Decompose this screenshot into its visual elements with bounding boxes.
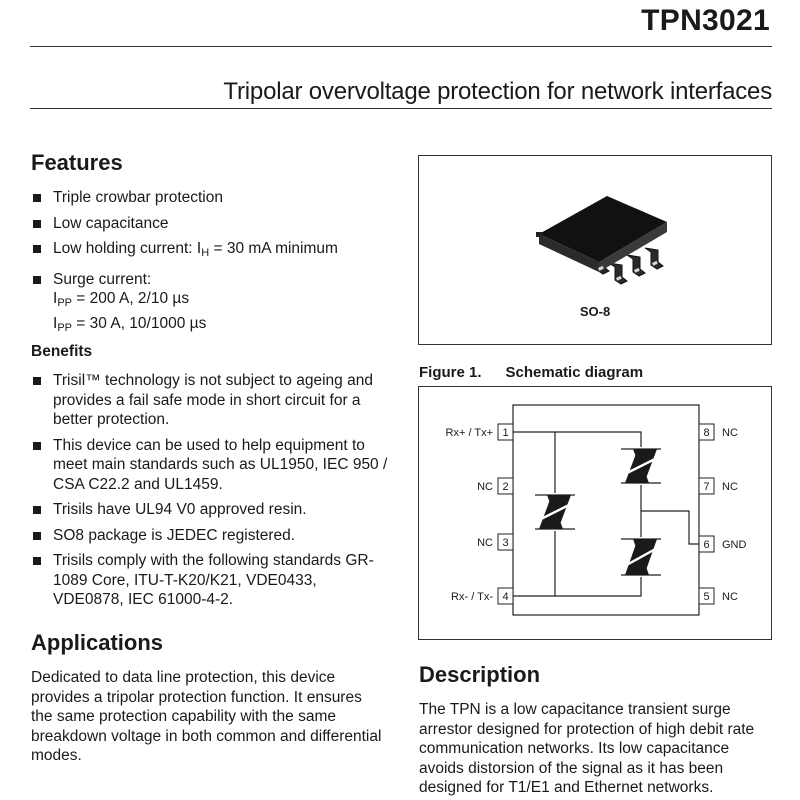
pin-label: NC [722, 481, 738, 493]
trisil-symbol-left [535, 495, 575, 529]
surge-value: = 200 A, 2/10 µs [72, 290, 190, 307]
package-box [418, 155, 772, 345]
part-number: TPN3021 [641, 4, 770, 37]
subscript: PP [57, 321, 72, 334]
feature-text: Surge current: [53, 270, 152, 288]
features-heading: Features [31, 150, 123, 175]
benefit-text: Trisils comply with the following standards GR-1089 Core, ITU-T-K20/K21, VDE0433, VDE0878, IEC 61000-4-2. [53, 552, 374, 608]
description-heading: Description [419, 662, 541, 687]
symbol: I [53, 290, 58, 307]
trisil-symbol-bottom [621, 539, 661, 575]
symbol: I [53, 314, 58, 332]
lead-pin [645, 248, 663, 269]
feature-item [31, 188, 401, 208]
lead-pin [609, 263, 627, 284]
pin-label: NC [722, 427, 738, 439]
benefits-list [31, 371, 391, 616]
feature-text: Triple crowbar protection [53, 189, 223, 206]
pin-label: Rx+ / Tx+ [445, 427, 493, 439]
trisil-symbol-top [621, 449, 661, 483]
features-list [31, 188, 401, 344]
feature-item [31, 239, 401, 264]
schematic-box [418, 386, 772, 640]
pin-number: 6 [703, 539, 710, 551]
package-label: SO-8 [579, 304, 611, 319]
subscript: H [201, 247, 210, 259]
lead-pin [627, 255, 645, 276]
pin-label: Rx- / Tx- [451, 591, 493, 603]
schematic-diagram [419, 387, 771, 639]
feature-text: Low holding current: I [53, 240, 202, 257]
figure-caption [419, 364, 643, 381]
figure-title: Schematic diagram [505, 364, 644, 381]
benefit-item [31, 371, 391, 430]
subtitle-rule [30, 108, 772, 109]
pin-number: 2 [502, 481, 509, 493]
surge-line [53, 314, 401, 339]
applications-heading: Applications [31, 630, 164, 655]
pin-label: GND [722, 539, 747, 551]
so8-package-illustration [419, 156, 771, 344]
benefit-text: This device can be used to help equipment to meet main standards such as UL1950, IEC 950 / CSA C22.2 and UL1459. [53, 436, 388, 493]
pin-number: 7 [703, 481, 710, 493]
feature-text: Low capacitance [53, 214, 169, 232]
pin-label: NC [477, 481, 493, 493]
pin-number: 3 [502, 537, 509, 549]
header-rule [30, 46, 772, 47]
applications-text: Dedicated to data line protection, this device provides a tripolar protection function. It ensures the same protection capability with the same breakdown voltage in both common and differential modes. [31, 669, 382, 764]
pin-number: 8 [703, 427, 710, 439]
figure-number: Figure 1. [419, 364, 482, 381]
pin-number: 1 [502, 427, 509, 439]
pin-number: 5 [703, 591, 710, 603]
document-subtitle: Tripolar overvoltage protection for network interfaces [223, 78, 772, 105]
feature-text: = 30 mA minimum [209, 240, 338, 257]
benefit-item [31, 526, 391, 546]
surge-line [53, 289, 401, 314]
ic-outline [513, 405, 699, 615]
pin-number: 4 [502, 591, 509, 603]
pin-label: NC [477, 537, 493, 549]
surge-value: = 30 A, 10/1000 µs [72, 314, 207, 332]
feature-item [31, 270, 401, 339]
benefit-item [31, 500, 391, 520]
benefit-text: Trisil™ technology is not subject to ageing and provides a fail safe mode in short circuit for a better protection. [53, 372, 373, 428]
benefit-text: Trisils have UL94 V0 approved resin. [53, 501, 307, 518]
benefit-item [31, 551, 391, 610]
pin-label: NC [722, 591, 738, 603]
description-text: The TPN is a low capacitance transient surge arrestor designed for protection of high debit rate communication networks. Its low capacitance avoids distorsion of the signal as it has been designed for T1/E1 and Ethernet networks. [419, 701, 755, 796]
benefit-text: SO8 package is JEDEC registered. [53, 526, 296, 544]
benefits-heading: Benefits [31, 343, 93, 360]
benefit-item [31, 436, 391, 495]
schematic-wires [513, 432, 699, 596]
feature-item [31, 214, 401, 234]
subscript: PP [57, 297, 72, 309]
